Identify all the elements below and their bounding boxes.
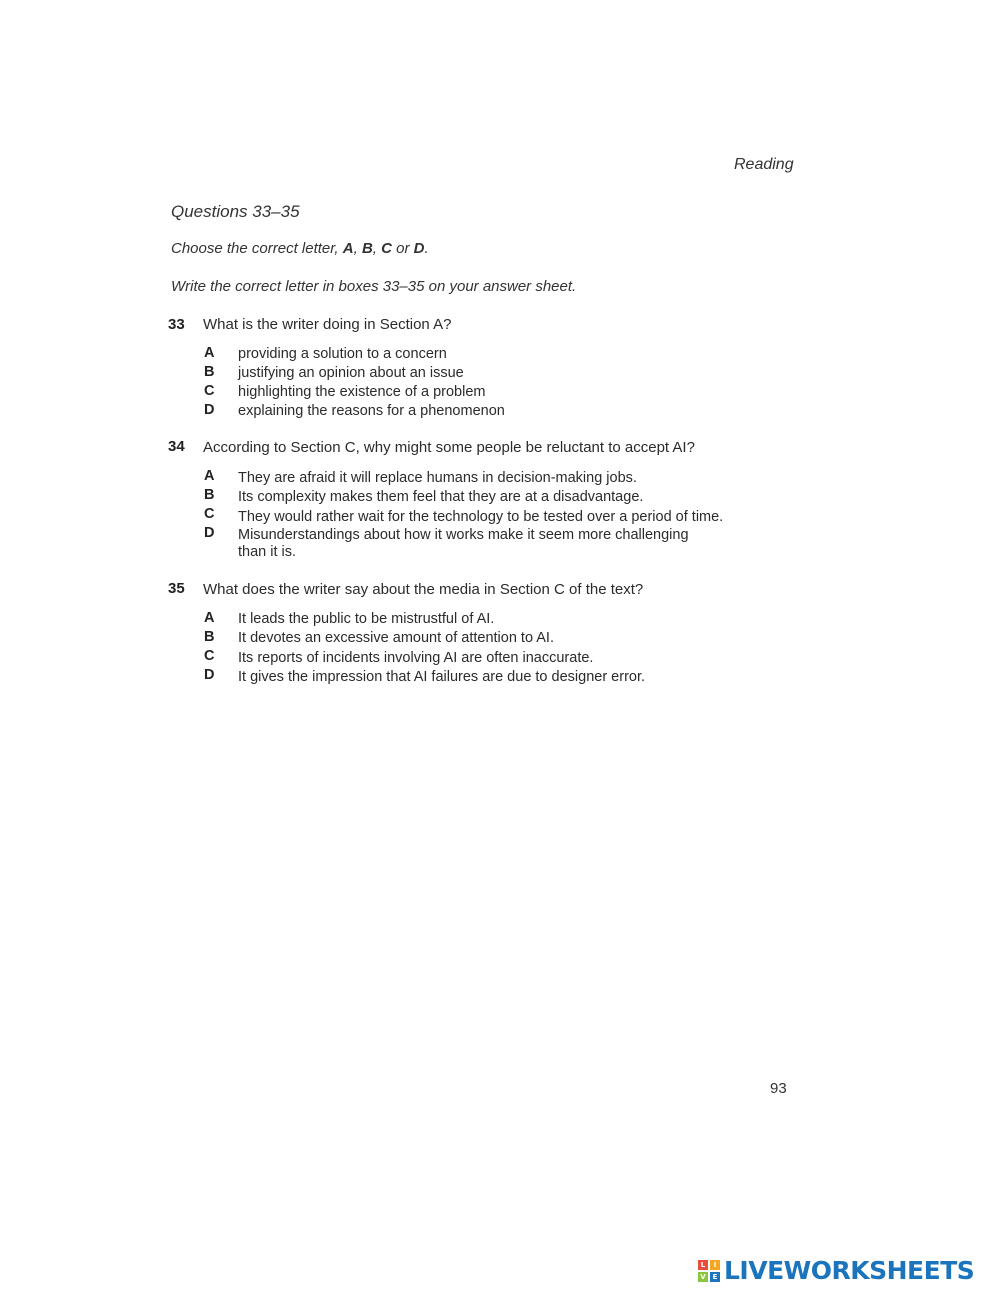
option-letter: B (204, 629, 215, 645)
questions-range-title: Questions 33–35 (171, 202, 300, 221)
question-number: 35 (168, 580, 185, 597)
question-text: What does the writer say about the media in Section C of the text? (203, 581, 644, 598)
option-letter: C (204, 506, 215, 522)
option-text-continued: than it is. (238, 544, 297, 560)
option-text: It devotes an excessive amount of attention to AI. (238, 630, 554, 646)
option-letter: D (204, 525, 215, 541)
option-text: explaining the reasons for a phenomenon (238, 403, 505, 419)
option-text: Misunderstandings about how it works make it seem more challenging (238, 527, 689, 543)
option-text: They are afraid it will replace humans in decision-making jobs. (238, 470, 637, 486)
question-number: 33 (168, 316, 185, 333)
instruction-answer-sheet: Write the correct letter in boxes 33–35 on your answer sheet. (171, 278, 577, 295)
page-number: 93 (770, 1080, 787, 1097)
logo-grid-cell: I (710, 1260, 720, 1270)
option-letter: B (204, 487, 215, 503)
option-letter: C (204, 383, 215, 399)
question-text: According to Section C, why might some people be reluctant to accept AI? (203, 439, 695, 456)
logo-grid-cell: V (698, 1272, 708, 1282)
option-letter: A (204, 345, 215, 361)
option-letter: A (204, 468, 215, 484)
instruction-choose-letter: Choose the correct letter, A, B, C or D. (171, 240, 429, 257)
option-letter: D (204, 402, 215, 418)
question-text: What is the writer doing in Section A? (203, 316, 452, 333)
liveworksheets-logo (698, 1256, 974, 1285)
option-text: providing a solution to a concern (238, 346, 447, 362)
option-text: It leads the public to be mistrustful of AI. (238, 611, 495, 627)
option-text: justifying an opinion about an issue (238, 365, 464, 381)
logo-grid-cell: L (698, 1260, 708, 1270)
option-letter: C (204, 648, 215, 664)
question-number: 34 (168, 438, 185, 455)
logo-wordmark: LIVEWORKSHEETS (724, 1256, 975, 1285)
option-text: highlighting the existence of a problem (238, 384, 486, 400)
option-text: Its complexity makes them feel that they are at a disadvantage. (238, 489, 644, 505)
logo-grid-icon (698, 1260, 720, 1282)
option-text: Its reports of incidents involving AI are often inaccurate. (238, 650, 594, 666)
option-letter: D (204, 667, 215, 683)
option-text: They would rather wait for the technology to be tested over a period of time. (238, 509, 724, 525)
running-head: Reading (734, 156, 794, 173)
logo-grid-cell: E (710, 1272, 720, 1282)
option-text: It gives the impression that AI failures are due to designer error. (238, 669, 646, 685)
option-letter: A (204, 610, 215, 626)
option-letter: B (204, 364, 215, 380)
